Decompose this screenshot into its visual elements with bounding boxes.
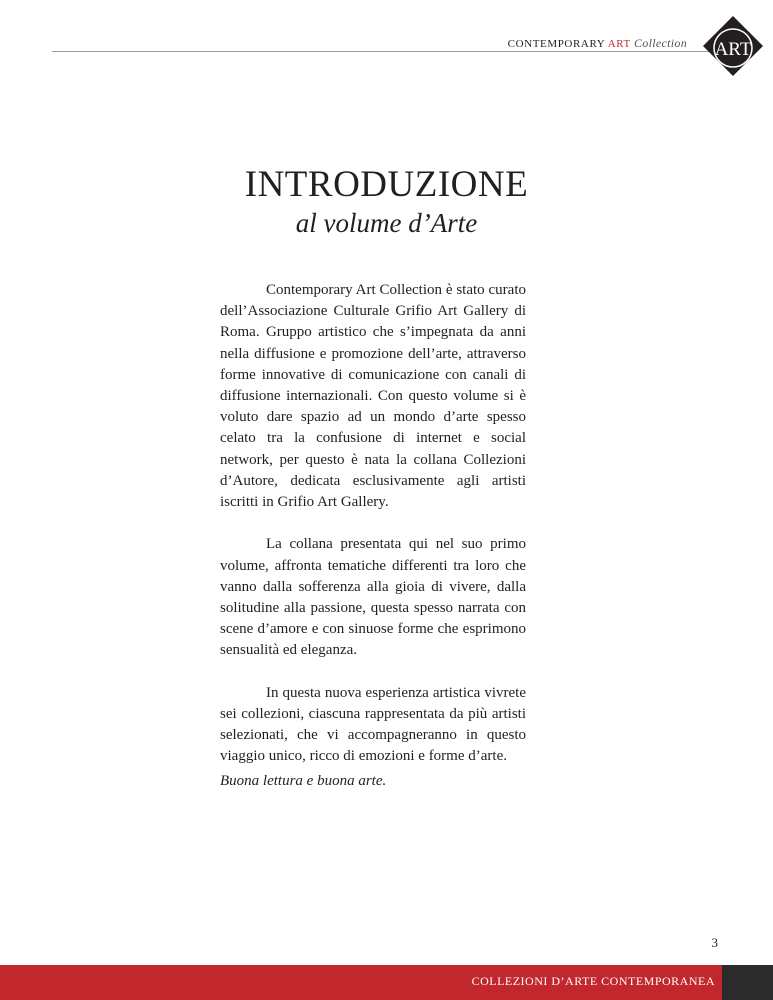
paragraph-3: In questa nuova esperienza artistica vivrete sei collezioni, ciascuna rappresentata da più artisti selezionati, che vi accompagneranno in questo viaggio unico, ricco di emozioni e forme d’arte. [220, 684, 526, 765]
closing-line: Buona lettura e buona arte. [220, 773, 387, 789]
page-subtitle: al volume d’Arte [295, 208, 478, 238]
header-rule [52, 51, 742, 52]
brand-contemporary: CONTEMPORARY [507, 38, 605, 50]
paragraph-1: Contemporary Art Collection è stato curato dell’Associazione Culturale Grifio Art Gallery di Roma. Gruppo artistico che s’impegnata da anni nella diffusione e promozione dell’arte, attraverso forme innovative di comunicazione con canali di diffusione internazionali. Con questo volume si è voluto dare spazio ad un mondo d’arte spesso celato tra la confusione di internet e social network, per questo è nata la collana Collezioni d’Autore, dedicata esclusivamente agli artisti iscritti in Grifio Art Gallery. [220, 282, 526, 511]
body-text [220, 280, 526, 789]
page-number: 3 [711, 935, 718, 950]
brand-collection: Collection [634, 36, 687, 50]
header-brand [508, 36, 687, 51]
paragraph-2: La collana presentata qui nel suo primo volume, affronta tematiche differenti tra loro che vanno dalla sofferenza alla gioia di vivere, dalla solitudine alla passione, questa spesso narrata con scene d’amore e con sinuose forme che esprimono sensualità ed eleganza. [220, 536, 526, 659]
title-block [0, 163, 773, 239]
logo-text: ART [714, 39, 752, 60]
footer-dark-block [722, 965, 773, 1000]
art-logo [701, 14, 765, 78]
page-title: INTRODUZIONE [244, 164, 529, 205]
brand-art: ART [607, 38, 631, 50]
footer-text: COLLEZIONI D’ARTE CONTEMPORANEA [471, 974, 715, 988]
